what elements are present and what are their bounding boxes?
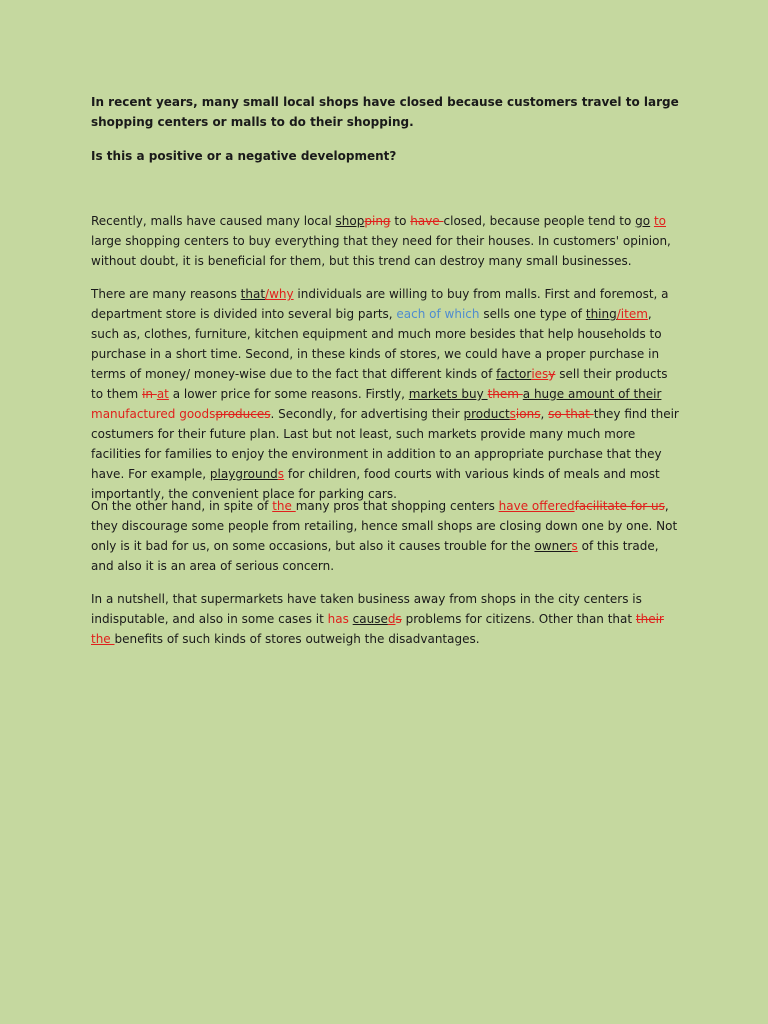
essay-sub-question: Is this a positive or a negative development? [91,149,397,163]
text: In a nutshell, that supermarkets have taken business away from shops in the city centers is indisputable, and also in some cases it [91,592,642,626]
correction-insertion: /why [265,287,294,301]
essay-question: In recent years, many small local shops have closed because customers travel to large shopping centers or malls to do their shopping. [91,95,679,129]
correction-strikethrough: so that [548,407,594,421]
correction-insertion: s [277,467,285,481]
correction-strikethrough: have [410,214,444,228]
correction-underline: factor [496,367,532,381]
text: , [540,407,549,421]
correction-strikethrough: their [635,612,664,626]
text: benefits of such kinds of stores outweigh the disadvantages. [114,632,480,646]
text: . Secondly, for advertising their [270,407,464,421]
correction-strikethrough: s [395,612,402,626]
text: sell their products to them [91,367,668,401]
text: they find their costumers for their future plan. Last but not least, such markets provide many much more facilities for families to enjoy the environment in addition to an appropriate purchase that they have. For example, [91,407,679,481]
paragraph-conclusion [91,589,683,649]
correction-underline: markets buy [408,387,488,401]
correction-insertion: /item [616,307,648,321]
paragraph-body-pros [91,284,683,504]
correction-strikethrough: ions [515,407,541,421]
correction-strikethrough: produces [215,407,271,421]
correction-underline: owner [534,539,572,553]
text: Recently, malls have caused many local [91,214,336,228]
correction-insertion: the [272,499,296,513]
correction-insertion: s [571,539,578,553]
correction-underline: shop [335,214,365,228]
text: many pros that shopping centers [295,499,499,513]
correction-insertion: to [653,214,666,228]
text: a lower price for some reasons. Firstly, [168,387,409,401]
correction-underline: thing [585,307,617,321]
text: closed, because people tend to [443,214,636,228]
correction-insertion: ies [531,367,549,381]
paragraph-introduction [91,211,683,271]
correction-underline: go [635,214,651,228]
text: problems for citizens. Other than that [401,612,636,626]
correction-underline: product [463,407,510,421]
correction-underline: cause [352,612,388,626]
text: There are many reasons [91,287,241,301]
correction-underline: playground [209,467,278,481]
correction-strikethrough: them [487,387,523,401]
paragraph-body-cons [91,496,683,576]
correction-insertion: the [91,632,115,646]
text: individuals are willing to buy from malls. First and foremost, a department store is divided into several big parts, [91,287,669,321]
correction-insertion: has [327,612,349,626]
text: , they discourage some people from retailing, hence small shops are closing down one by one. Not only is it bad for us, on some occasions, but also it causes trouble for the [91,499,678,553]
correction-insertion: d [387,612,396,626]
text: of this trade, and also it is an area of serious concern. [91,539,659,573]
correction-insertion: manufactured goods [91,407,216,421]
text: On the other hand, in spite of [91,499,273,513]
text: large shopping centers to buy everything that they need for their houses. In customers' opinion, without doubt, it is beneficial for them, but this trend can destroy many small businesses. [91,234,671,268]
correction-strikethrough: in [142,387,157,401]
correction-insertion: at [156,387,169,401]
text: , such as, clothes, furniture, kitchen equipment and much more besides that help households to purchase in a short time. Second, in these kinds of stores, we could have a proper purchase in terms of money/ money-wise due to the fact that different kinds of [91,307,662,381]
text: to [390,214,411,228]
correction-underline: a huge amount of their [522,387,662,401]
suggestion-blue: each of which [396,307,480,321]
correction-insertion: s [509,407,516,421]
text: for children, food courts with various kinds of meals and most importantly, the convenient place for parking cars. [91,467,660,501]
correction-strikethrough: y [548,367,556,381]
correction-strikethrough: facilitate for us [574,499,665,513]
correction-insertion: have offered [498,499,575,513]
correction-strikethrough: ping [364,214,391,228]
correction-underline: that [240,287,266,301]
text: sells one type of [479,307,586,321]
